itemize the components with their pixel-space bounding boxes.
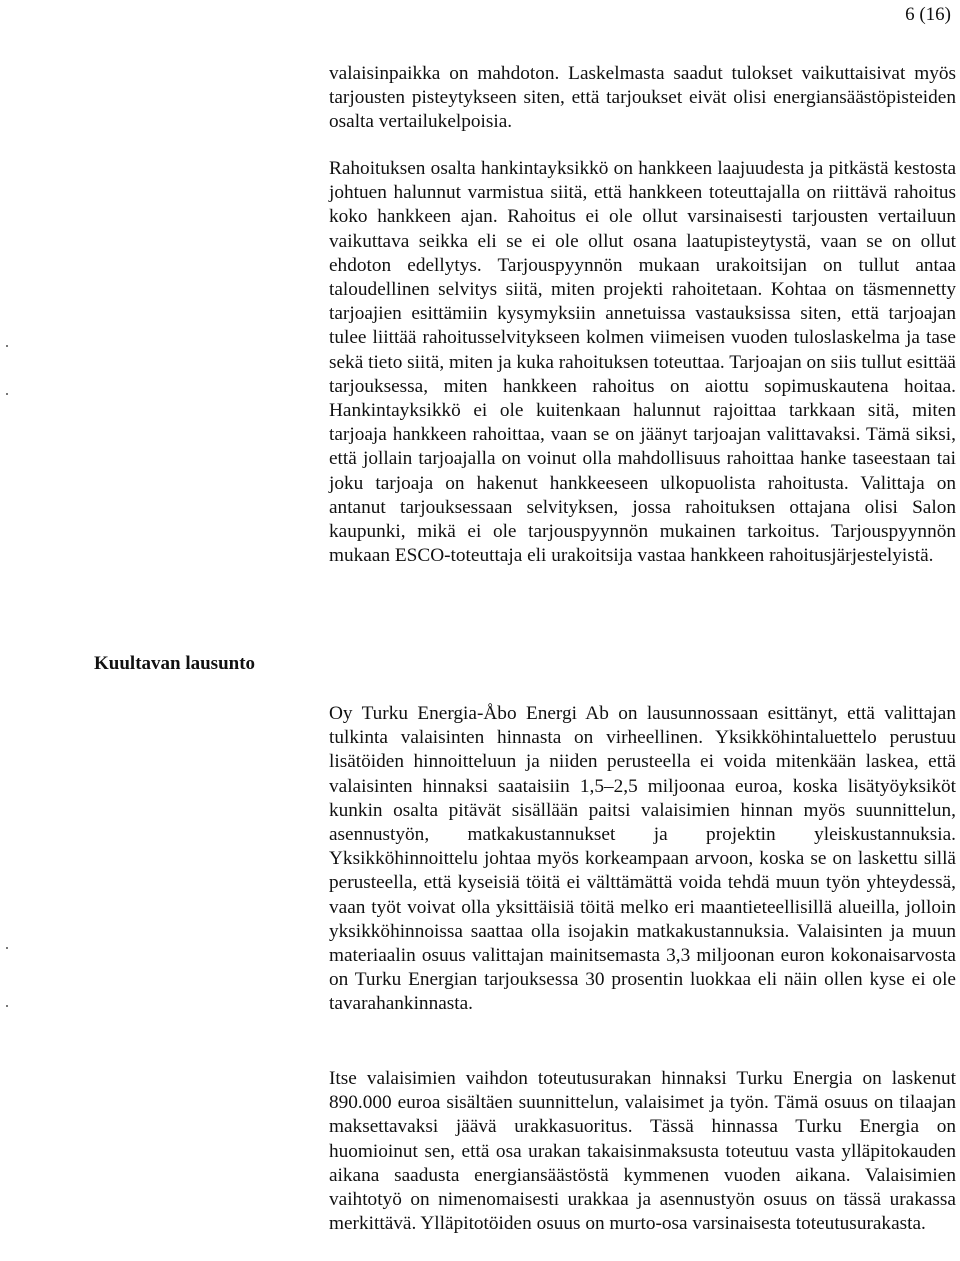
margin-mark <box>6 1005 8 1007</box>
paragraph-calculation-comparability: valaisinpaikka on mahdoton. Laskelmasta saadut tulokset vaikuttaisivat myös tarjousten pisteytykseen siten, että tarjoukset eivät olisi energiansäästöpisteiden osalta vertailukelpoisia. <box>329 63 956 133</box>
paragraph-contract-price: Itse valaisimien vaihdon toteutusurakan hinnaksi Turku Energia on laskenut 890.000 euroa sisältäen suunnittelun, valaisimet ja työn. Tämä osuus on tilaajan maksettavaksi jäävä urakkasuoritus. Tässä hinnassa Turku Energia on huomioinut sen, että osa urakan takaisinmaksusta toteutuu vasta ylläpitokauden aikana saadusta energiansäästöstä kymmenen vuoden aikana. Valaisimien vaihtotyö on nimenomaisesti urakkaa ja asennustyön osuus on tässä urakassa merkittävä. Ylläpitotöiden osuus on murto-osa varsinaisesta toteutusurakasta. <box>329 1068 956 1235</box>
paragraph-financing: Rahoituksen osalta hankintayksikkö on hankkeen laajuudesta ja pitkästä kestosta johtuen halunnut varmistua siitä, että hankkeen toteuttajalla on riittävä rahoitus koko hankkeen ajan. Rahoitus ei ole ollut varsinaisesti tarjousten vertailuun vaikuttava seikka eli se ei ole ollut osana laatupisteytystä, vaan se on ollut ehdoton edellytys. Tarjouspyynnön mukaan urakoitsijan on tullut antaa taloudellinen selvitys siitä, miten projekti rahoitetaan. Kohtaa on täsmennetty tarjoajien esittämiin kysymyksiin annetuissa vastauksissa siten, että tarjoajan tulee liittää rahoitusselvitykseen kolmen viimeisen vuoden tuloslaskelma ja tase sekä tieto siitä, miten ja kuka rahoituksen toteuttaa. Tarjoajan on siis tullut esittää tarjouksessa, miten hankkeen rahoitus on aiottu sopimuskautena hoitaa. Hankintayksikkö ei ole kuitenkaan halunnut rajoittaa tarkkaan sitä, miten tarjoaja hankkeen rahoittaa, vaan se on jäänyt tarjoajan valittavaksi. Tämä siksi, että jollain tarjoajalla on voinut olla mahdollisuus rahoittaa hanke taseestaan tai joku tarjoaja on hakenut hankkeeseen ulkopuolista rahoitusta. Valittaja on antanut tarjouksessaan selvityksen, jossa rahoituksen ottajana olisi Salon kaupunki, mikä ei ole tarjouspyynnön mukainen tarkoitus. Tarjouspyynnön mukaan ESCO-toteuttaja eli urakoitsija vastaa hankkeen rahoitusjärjestelyistä. <box>329 158 956 567</box>
margin-mark <box>6 345 8 347</box>
section-heading-hearing-statement: Kuultavan lausunto <box>94 653 256 674</box>
page-number: 6 (16) <box>905 4 951 25</box>
paragraph-turku-energia-statement: Oy Turku Energia-Åbo Energi Ab on lausunnossaan esittänyt, että valittajan tulkinta valaisinten hinnasta on virheellinen. Yksikköhintaluettelo perustuu lisätöiden hinnoitteluun ja niiden perusteella ei voida mitenkään laskea, että valaisinten hinnaksi saataisiin 1,5–2,5 miljoonaa euroa, koska lisätyöyksiköt kunkin osalta pitävät sisällään paitsi valaisimien hinnan myös suunnittelun, asennustyön, matkakustannukset ja projektin yleiskustannuksia. Yksikköhinnoittelu johtaa myös korkeampaan arvoon, koska se on laskettu sillä perusteella, että kyseisiä töitä ei välttämättä voida tehdä muun työn yhteydessä, vaan työt voivat olla yksittäisiä töitä melko eri maantieteellisillä alueilla, jolloin yksikköhinnoissa saattaa olla isojakin matkakustannuksia. Valaisinten ja muun materiaalin osuus valittajan mainitsemasta 3,3 miljoonan euron kokonaisarvosta on Turku Energian tarjouksessa 30 prosentin luokkaa eli näin ollen kyse ei ole tavarahankinnasta. <box>329 703 956 1015</box>
margin-mark <box>6 947 8 949</box>
margin-mark <box>6 393 8 395</box>
